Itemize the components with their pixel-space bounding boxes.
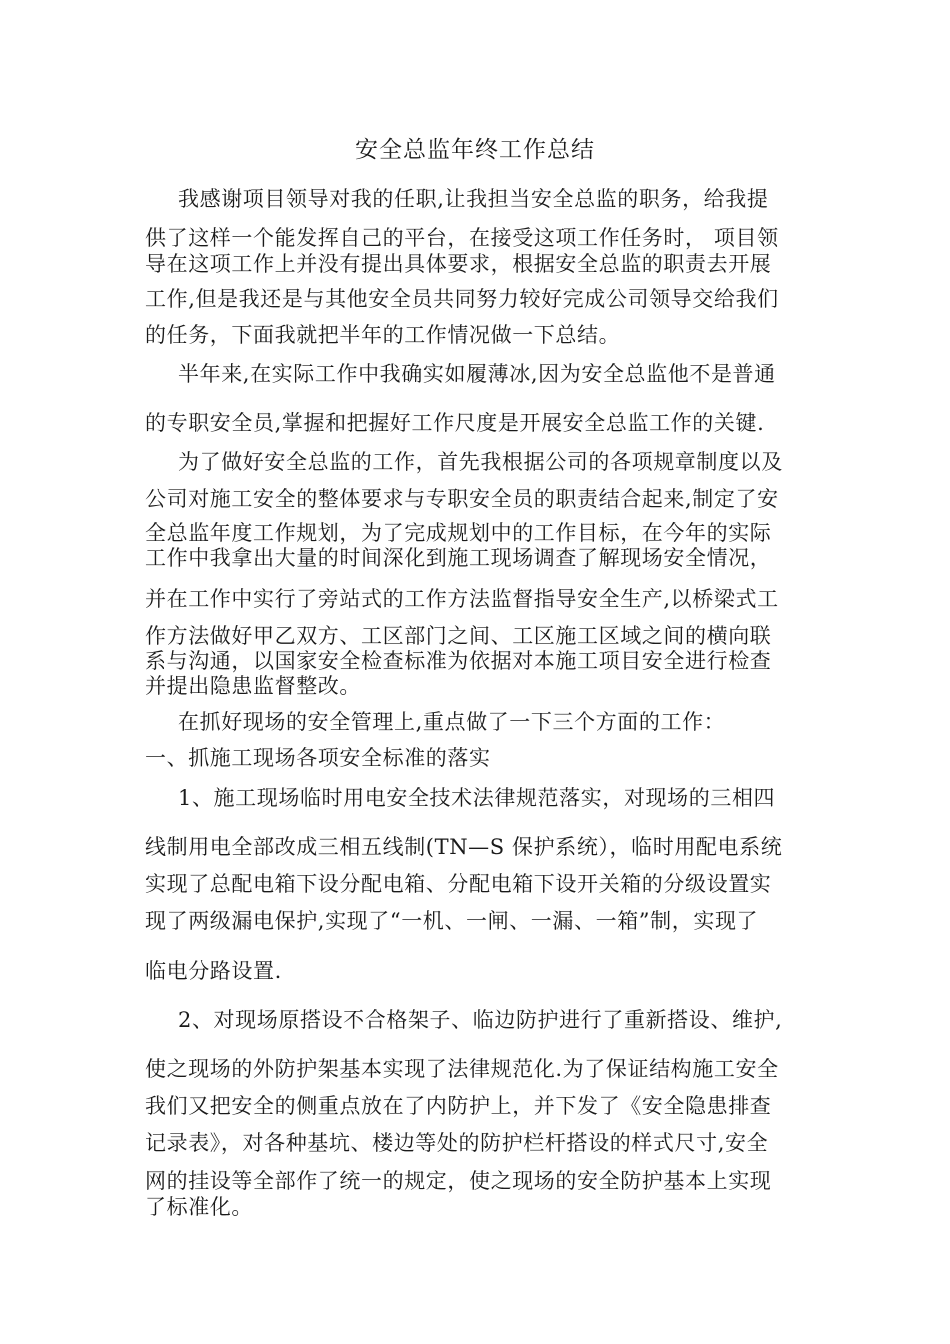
text-line: 的任务，下面我就把半年的工作情况做一下总结。 xyxy=(145,323,621,347)
document-title: 安全总监年终工作总结 xyxy=(355,137,595,163)
text-line: 系与沟通，以国家安全检查标准为依据对本施工项目安全进行检查 xyxy=(145,649,772,673)
text-line: 2、对现场原搭设不合格架子、临边防护进行了重新搭设、维护, xyxy=(178,1008,783,1032)
text-line: 1、施工现场临时用电安全技术法律规范落实，对现场的三相四 xyxy=(178,786,776,810)
text-line: 供了这样一个能发挥自己的平台，在接受这项工作任务时， 项目领 xyxy=(145,226,779,250)
text-line: 线制用电全部改成三相五线制(TN—S 保护系统），临时用配电系统 xyxy=(145,835,783,859)
text-line: 我们又把安全的侧重点放在了内防护上，并下发了《安全隐患排查 xyxy=(145,1094,772,1118)
text-line: 作方法做好甲乙双方、工区部门之间、工区施工区域之间的横向联 xyxy=(145,624,772,648)
text-line: 为了做好安全总监的工作，首先我根据公司的各项规章制度以及 xyxy=(178,450,783,474)
text-line: 公司对施工安全的整体要求与专职安全员的职责结合起来,制定了安 xyxy=(145,487,779,511)
text-line: 导在这项工作上并没有提出具体要求，根据安全总监的职责去开展 xyxy=(145,252,772,276)
text-line: 实现了总配电箱下设分配电箱、分配电箱下设开关箱的分级设置实 xyxy=(145,872,772,896)
text-line: 工作,但是我还是与其他安全员共同努力较好完成公司领导交给我们 xyxy=(145,287,779,311)
text-line: 临电分路设置. xyxy=(145,959,282,983)
text-line: 在抓好现场的安全管理上,重点做了一下三个方面的工作： xyxy=(178,710,726,734)
text-line: 并在工作中实行了旁站式的工作方法监督指导安全生产,以桥梁式工 xyxy=(145,587,779,611)
text-line: 工作中我拿出大量的时间深化到施工现场调查了解现场安全情况， xyxy=(145,546,772,570)
text-line: 我感谢项目领导对我的任职,让我担当安全总监的职务，给我提 xyxy=(178,187,769,211)
text-line: 半年来,在实际工作中我确实如履薄冰,因为安全总监他不是普通 xyxy=(178,362,776,386)
text-line: 的专职安全员,掌握和把握好工作尺度是开展安全总监工作的关键. xyxy=(145,411,765,435)
text-line: 了标准化。 xyxy=(145,1195,253,1219)
section-heading: 一、抓施工现场各项安全标准的落实 xyxy=(145,746,491,770)
text-line: 并提出隐患监督整改。 xyxy=(145,674,361,698)
text-line: 现了两级漏电保护,实现了“一机、一闸、一漏、一箱”制，实现了 xyxy=(145,909,759,933)
text-line: 全总监年度工作规划，为了完成规划中的工作目标，在今年的实际 xyxy=(145,521,772,545)
text-line: 网的挂设等全部作了统一的规定，使之现场的安全防护基本上实现 xyxy=(145,1169,772,1193)
text-line: 记录表》，对各种基坑、楼边等处的防护栏杆搭设的样式尺寸,安全 xyxy=(145,1131,769,1155)
text-line: 使之现场的外防护架基本实现了法律规范化.为了保证结构施工安全 xyxy=(145,1057,779,1081)
